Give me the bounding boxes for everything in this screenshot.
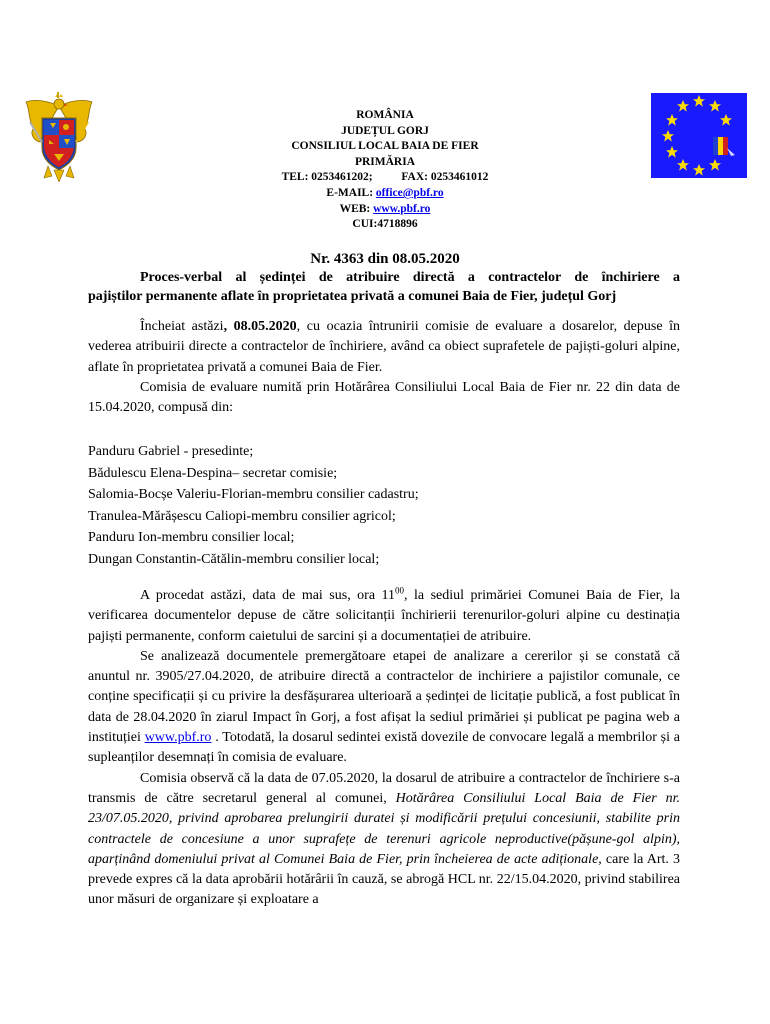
list-item: Salomia-Bocșe Valeriu-Florian-membru consilier cadastru; (88, 487, 419, 502)
list-item: Tranulea-Mărășescu Caliopi-membru consilier agricol; (88, 508, 396, 524)
office-name: PRIMĂRIA (354, 155, 416, 168)
list-item: Dungan Constantin-Cătălin-membru consilier local; (88, 551, 380, 567)
members-list (88, 441, 680, 570)
web-line (200, 202, 570, 218)
concluded-date: , 08.05.2020 (223, 319, 297, 334)
phone-number: TEL: 0253461202; (281, 171, 373, 184)
analysis-text-rest: . Totodată, la dosarul sedintei există dovezile de convocare legală a membrilor și a supleanților desemnați în comisia de evaluare. (88, 730, 681, 766)
document-number: Nr. 4363 din 08.05.2020 (310, 251, 460, 267)
title-line-1: Proces-verbal al ședinței de atribuire directă a contractelor de închiriere a (140, 270, 680, 285)
title-line-2: pajiștilor permanente aflate în proprietatea privată a comunei Baia de Fier, județul Gorj (88, 289, 617, 304)
web-prefix: WEB: (339, 202, 374, 215)
observation-text-rest: , care la Art. 3 prevede expres că la data aprobării hotărârii în cauză, se abrogă HCL nr. 22/15.04.2020, privind stabilirea unor măsuri de organizare și exploatare a (88, 851, 680, 908)
paragraph-analysis (88, 647, 680, 769)
proceeded-text-rest: , la sediul primăriei Comunei Baia de Fier, la verificarea documentelor depuse de către solicitanții închirierii terenurilor-goluri alpine cu destinația pajiști permanente, conform caietului de sarcini și a documentației de atribuire. (88, 588, 680, 644)
list-item: Panduru Ion-membru consilier local; (88, 530, 295, 545)
institution-header (200, 108, 570, 233)
email-line (200, 186, 570, 202)
county-name: JUDEȚUL GORJ (341, 124, 429, 137)
paragraph-concluded (88, 317, 680, 378)
proceeded-text: A procedat astăzi, data de mai sus, ora 11 (140, 588, 396, 603)
paragraph-commission: Comisia de evaluare numită prin Hotărârea Consiliului Local Baia de Fier nr. 22 din data de 15.04.2020, compusă din: (88, 379, 680, 416)
observation-decision-italic: Hotărârea Consiliului Local Baia de Fier nr. 23/07.05.2020, privind aprobarea prelungirii duratei și modificării prețului concesiunii, stabilite prin contractele de concesiune a unor suprafețe de terenuri agricole neproductive(pășune-gol alpin), aparținând domeniului privat al Comunei Baia de Fier, prin încheierea de acte adiționale (88, 790, 680, 867)
concluded-text: Încheiat astăzi (140, 319, 224, 334)
cui-number: CUI:4718896 (352, 218, 418, 231)
romania-coat-of-arms-icon (20, 92, 98, 182)
eu-flag-icon (651, 93, 747, 178)
observation-text: Comisia observă că la data de 07.05.2020, la dosarul de atribuire a contractelor de închiriere s-a transmis de către secretarul general al comunei, (88, 770, 680, 806)
fax-number: FAX: 0253461012 (401, 171, 489, 184)
contact-phones (200, 170, 570, 186)
paragraph-observation (88, 769, 680, 911)
paragraph-proceeded (88, 586, 680, 647)
analysis-text: Se analizează documentele premergătoare etapei de analizare a cererilor și se constată că anuntul nr. 3905/27.04.2020, de atribuire directă a contractelor de inchiriere a pajistilor comunale, ce conține specificații și cu privire la desfășurarea ulterioară a ședinței de licitație publică, a fost publicat în data de 28.04.2020 în ziarul Impact în Gorj, a fost afișat la sediul primăriei și publicat pe pagina web a instituției (88, 648, 680, 746)
web-link[interactable]: www.pbf.ro (373, 202, 431, 215)
proceedings-section (88, 586, 680, 911)
time-superscript: 00 (395, 585, 405, 596)
list-item: Bădulescu Elena-Despina– secretar comisie; (88, 465, 338, 481)
country-name: ROMÂNIA (356, 109, 414, 121)
email-link[interactable]: office@pbf.ro (375, 186, 444, 199)
list-item: Panduru Gabriel - presedinte; (88, 444, 254, 459)
romanian-tricolor (713, 137, 728, 155)
concluded-text-rest: , cu ocazia întrunirii comisie de evaluare a dosarelor, depuse în vederea atribuirii directe a contractelor de închiriere, având ca obiect suprafetele de pajiști-goluri alpine, aflate în proprietatea privată a comunei Baia de Fier. (88, 319, 681, 375)
council-name: CONSILIUL LOCAL BAIA DE FIER (291, 140, 479, 153)
intro-section (88, 317, 680, 418)
email-prefix: E-MAIL: (326, 186, 376, 199)
website-link[interactable]: www.pbf.ro (144, 730, 212, 746)
document-title (88, 268, 680, 306)
